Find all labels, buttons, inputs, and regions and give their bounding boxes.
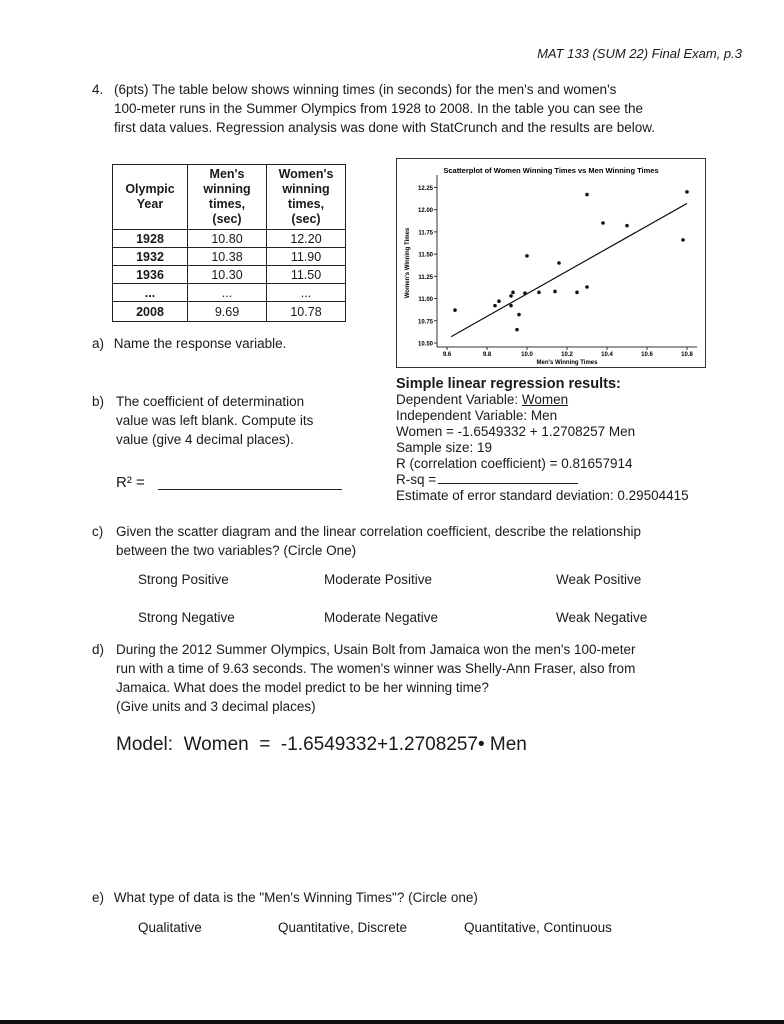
scatter-point xyxy=(497,299,501,303)
independent-variable: Independent Variable: Men xyxy=(396,408,558,423)
scatter-point xyxy=(575,291,579,295)
x-tick-label: 9.6 xyxy=(442,352,452,358)
scatter-point xyxy=(509,294,513,298)
part-e xyxy=(92,888,478,907)
scatter-point xyxy=(585,285,589,289)
part-b xyxy=(92,392,313,449)
regression-title: Simple linear regression results: xyxy=(396,376,621,392)
table-row xyxy=(113,248,346,266)
table-row xyxy=(113,302,346,322)
part-d-line: run with a time of 9.63 seconds. The women's winner was Shelly-Ann Fraser, also from xyxy=(116,661,636,676)
scatter-point xyxy=(511,291,515,295)
part-a xyxy=(92,334,286,353)
scatter-point xyxy=(601,221,605,225)
table-row xyxy=(113,266,346,284)
part-b-label: b) xyxy=(92,394,105,409)
y-tick-label: 11.00 xyxy=(418,297,433,304)
option-qualitative[interactable]: Qualitative xyxy=(138,920,202,935)
dependent-value: Women xyxy=(521,392,569,407)
x-tick-label: 10.2 xyxy=(561,352,573,358)
table-cell: ... xyxy=(267,284,346,302)
regression-equation: Women = -1.6549332 + 1.2708257 Men xyxy=(396,424,636,439)
col-header-women: Women's winning times, (sec) xyxy=(267,165,346,230)
y-tick-label: 11.50 xyxy=(418,252,433,259)
part-d-line: Jamaica. What does the model predict to be her winning time? xyxy=(116,680,489,695)
chart-title: Scatterplot of Women Winning Times vs Men Winning Times xyxy=(443,166,659,175)
col-header-year: Olympic Year xyxy=(113,165,188,230)
table-cell: 1928 xyxy=(113,230,188,248)
x-axis-label: Men's Winning Times xyxy=(536,360,598,366)
col-header-men: Men's winning times, (sec) xyxy=(188,165,267,230)
part-a-label: a) xyxy=(92,336,105,351)
scatter-point xyxy=(509,304,513,308)
x-tick-label: 10.4 xyxy=(601,352,613,358)
option-moderate-positive[interactable]: Moderate Positive xyxy=(324,572,433,587)
scatter-point xyxy=(537,291,541,295)
scatter-point xyxy=(523,291,527,295)
scatterplot xyxy=(396,158,706,368)
part-d-label: d) xyxy=(92,642,105,657)
y-tick-label: 12.25 xyxy=(417,185,433,192)
scatter-point xyxy=(517,313,521,317)
option-quantitative-discrete[interactable]: Quantitative, Discrete xyxy=(278,920,408,935)
y-axis-label: Women's Winning Times xyxy=(405,227,411,299)
sample-size: Sample size: 19 xyxy=(396,440,493,455)
part-e-label: e) xyxy=(92,890,105,905)
regression-results xyxy=(396,376,689,504)
table-cell: 11.50 xyxy=(267,266,346,284)
r2-label: R² = xyxy=(116,474,145,491)
table-cell: 10.38 xyxy=(188,248,267,266)
x-tick-label: 10.8 xyxy=(681,352,693,358)
regression-fit-line xyxy=(451,203,687,336)
question-line: first data values. Regression analysis was done with StatCrunch and the results are below. xyxy=(114,120,656,135)
part-a-text: Name the response variable. xyxy=(113,336,287,351)
table-cell: 12.20 xyxy=(267,230,346,248)
y-tick-label: 11.75 xyxy=(418,230,433,237)
rsq-label: R-sq = xyxy=(396,472,437,487)
r2-answer-blank[interactable] xyxy=(158,489,342,490)
part-e-text: What type of data is the "Men's Winning Times"? (Circle one) xyxy=(113,890,478,905)
scatterplot-svg xyxy=(397,159,705,367)
scatter-point xyxy=(625,224,629,228)
page-header: MAT 133 (SUM 22) Final Exam, p.3 xyxy=(537,46,742,61)
scatter-point xyxy=(585,193,589,197)
part-b-line: value was left blank. Compute its xyxy=(116,413,314,428)
y-tick-label: 12.00 xyxy=(417,208,433,215)
part-c xyxy=(92,522,712,560)
table-row xyxy=(113,284,346,302)
table-cell: 2008 xyxy=(113,302,188,322)
model-equation: Model: Women = -1.6549332+1.2708257• Men xyxy=(116,734,527,755)
scatter-point xyxy=(525,254,529,258)
scatter-point xyxy=(453,308,457,312)
bottom-border xyxy=(0,1020,784,1024)
scatter-point xyxy=(685,190,689,194)
x-tick-label: 9.8 xyxy=(482,352,492,358)
part-c-line: between the two variables? (Circle One) xyxy=(116,543,357,558)
table-row xyxy=(113,230,346,248)
x-tick-label: 10.6 xyxy=(641,352,653,358)
dependent-prefix: Dependent Variable: xyxy=(396,392,522,407)
table-cell: 10.78 xyxy=(267,302,346,322)
table-cell: 11.90 xyxy=(267,248,346,266)
table-cell: ... xyxy=(188,284,267,302)
table-cell: 10.30 xyxy=(188,266,267,284)
part-d-line: During the 2012 Summer Olympics, Usain Bolt from Jamaica won the men's 100-meter xyxy=(116,642,636,657)
table-cell: 9.69 xyxy=(188,302,267,322)
error-std-deviation: Estimate of error standard deviation: 0.29504415 xyxy=(396,488,689,503)
option-weak-positive[interactable]: Weak Positive xyxy=(556,572,642,587)
part-c-label: c) xyxy=(92,524,104,539)
part-c-line: Given the scatter diagram and the linear correlation coefficient, describe the relationship xyxy=(116,524,642,539)
table-cell: 1936 xyxy=(113,266,188,284)
option-strong-negative[interactable]: Strong Negative xyxy=(138,610,235,625)
option-moderate-negative[interactable]: Moderate Negative xyxy=(324,610,439,625)
table-cell: 10.80 xyxy=(188,230,267,248)
scatter-point xyxy=(557,261,561,265)
rsq-row xyxy=(396,472,689,488)
part-b-line: The coefficient of determination xyxy=(116,394,305,409)
option-weak-negative[interactable]: Weak Negative xyxy=(556,610,648,625)
part-d-line: (Give units and 3 decimal places) xyxy=(116,699,316,714)
dependent-variable xyxy=(396,392,689,408)
question-number: 4. xyxy=(92,82,104,97)
olympic-times-table xyxy=(112,164,346,322)
part-b-line: value (give 4 decimal places). xyxy=(116,432,294,447)
table-cell: ... xyxy=(113,284,188,302)
rsq-blank[interactable] xyxy=(438,483,578,484)
option-strong-positive[interactable]: Strong Positive xyxy=(138,572,229,587)
option-quantitative-continuous[interactable]: Quantitative, Continuous xyxy=(464,920,612,935)
y-tick-label: 11.25 xyxy=(418,274,433,281)
part-d xyxy=(92,640,732,716)
x-tick-label: 10.0 xyxy=(521,352,533,358)
question-line: 100-meter runs in the Summer Olympics from 1928 to 2008. In the table you can see the xyxy=(114,101,644,116)
scatter-point xyxy=(681,238,685,242)
correlation-coefficient: R (correlation coefficient) = 0.81657914 xyxy=(396,456,633,471)
y-tick-label: 10.50 xyxy=(417,341,433,348)
scatter-point xyxy=(515,328,519,332)
scatter-point xyxy=(493,304,497,308)
question-line: (6pts) The table below shows winning times (in seconds) for the men's and women's xyxy=(114,82,617,97)
y-tick-label: 10.75 xyxy=(417,319,433,326)
scatter-point xyxy=(553,290,557,294)
table-cell: 1932 xyxy=(113,248,188,266)
question-4 xyxy=(92,80,732,137)
